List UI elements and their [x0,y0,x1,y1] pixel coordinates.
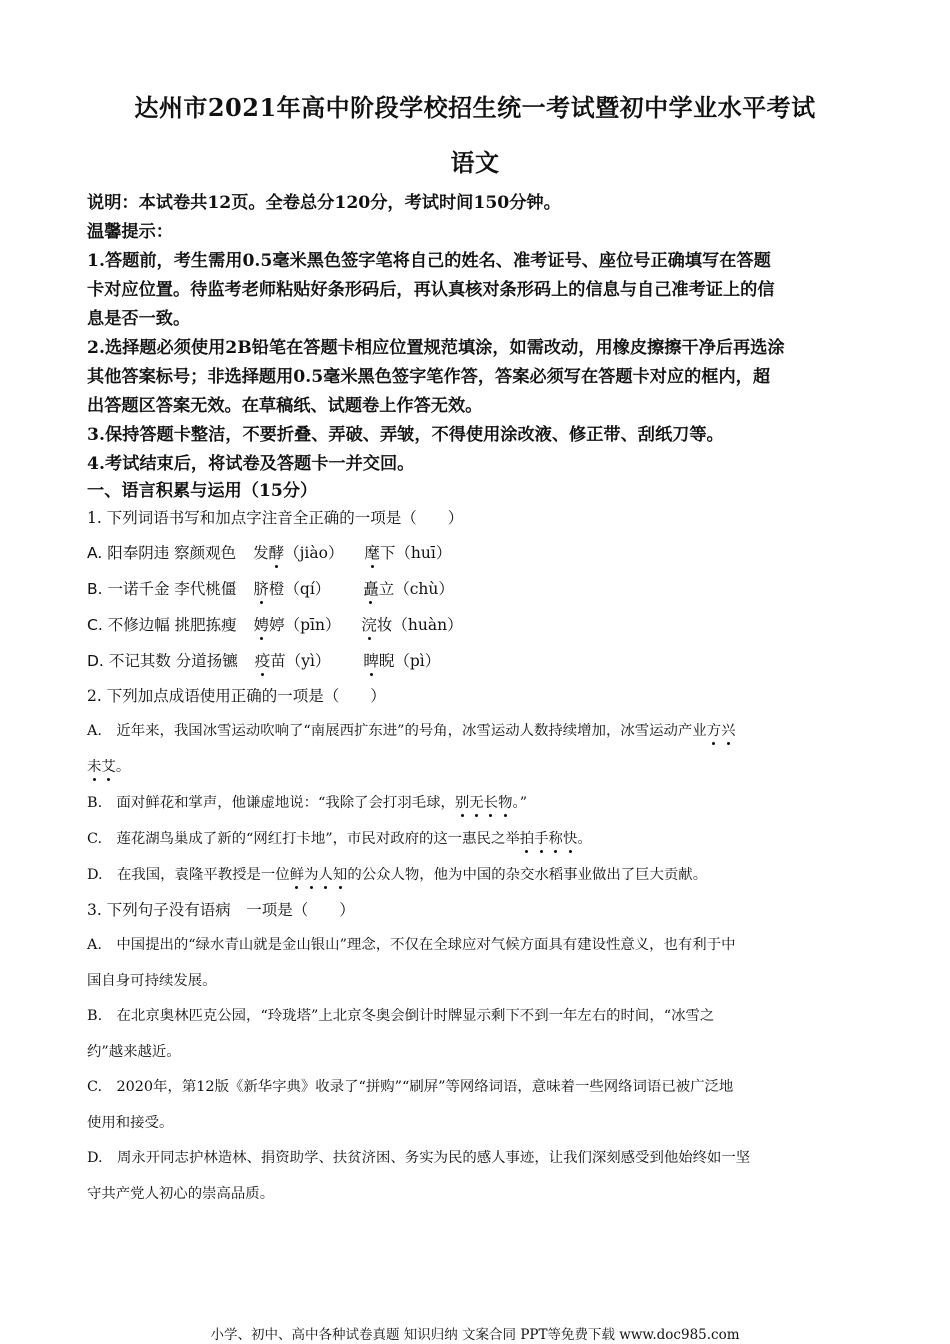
q3-line: 守共产党人初心的崇高品质。 [87,1186,275,1202]
word1-rest: 苗（yì） [270,652,331,670]
tip4: 4.考试结束后，将试卷及答题卡一并交回。 [87,454,415,474]
dotted-char: 娉 [254,613,270,635]
dotted-char: 手 [534,827,548,848]
dotted-char: 脐 [253,577,269,599]
tips-heading: 温馨提示： [87,222,173,242]
q2-option-c [87,827,592,848]
q3-line: D. 周永开同志护林造林、捐资助学、扶贫济困、务实为民的感人事迹，让我们深刻感受到他始终如一坚 [87,1150,751,1166]
q2-stem: 2. 下列加点成语使用正确的一项是（ ） [87,687,386,705]
dotted-idiom [520,831,578,847]
word1-pre: 发 [253,544,269,562]
dotted-char: 艾 [101,755,115,776]
word1-rest: 橙（qí） [268,580,331,598]
option-words: 不修边幅 挑肥拣瘦 [107,616,237,634]
word2-rest: 睨（pì） [378,652,441,670]
page-footer: 小学、初中、高中各种试卷真题 知识归纳 文案合同 PPT等免费下载 www.doc985.com [210,1327,740,1343]
word1-rest: （jiào） [284,544,344,562]
option-label: B. [87,580,103,598]
q2-a-text: A. 近年来，我国冰雪运动吹响了“南展西扩东进”的号角，冰雪运动人数持续增加，冰雪运动产业 [87,723,707,739]
section1-heading: 一、语言积累与运用（15分） [87,481,318,501]
dotted-char: 方 [707,719,721,740]
option-words: 不记其数 分道扬镳 [108,652,238,670]
tip1-line1: 1.答题前，考生需用0.5毫米黑色签字笔将自己的姓名、准考证号、座位号正确填写在答题 [87,251,771,271]
dotted-idiom [87,759,116,775]
tip1-line2: 卡对应位置。待监考老师粘贴好条形码后，再认真核对条形码上的信息与自己准考证上的信 [87,280,775,300]
q2-a-end: 。 [115,759,131,775]
q3-stem: 3. 下列句子没有语病 一项是（ ） [87,901,355,919]
word2-rest: 立（chù） [378,580,454,598]
dotted-char: 称 [549,827,563,848]
dotted-char: 浣 [361,613,377,635]
dotted-char: 知 [333,863,347,884]
option-words: 一诺千金 李代桃僵 [107,580,237,598]
exam-description: 说明：本试卷共12页。全卷总分120分，考试时间150分钟。 [87,193,561,213]
word2-rest: 妆（huàn） [376,616,463,634]
tip1-line3: 息是否一致。 [87,309,191,329]
q1-stem: 1. 下列词语书写和加点字注音全正确的一项是（ ） [87,509,464,527]
option-label: A. [87,544,103,562]
dotted-char: 睥 [363,649,379,671]
dotted-char: 快 [563,827,577,848]
dotted-char: 拍 [520,827,534,848]
dotted-char: 为 [304,863,318,884]
subject-title: 语文 [450,148,500,177]
option-label: C. [87,616,103,634]
q2-option-a-line2 [87,755,130,776]
q1-option-d [87,649,440,671]
option-words: 阳奉阴违 察颜观色 [107,544,237,562]
dotted-char: 长 [484,791,498,812]
q3-line: 使用和接受。 [87,1115,174,1131]
word1-rest: 婷（pīn） [269,616,341,634]
option-label: D. [87,652,104,670]
word2-rest: 下（huī） [379,544,452,562]
q2-option-a-line1 [87,719,736,740]
q3-line: A. 中国提出的“绿水青山就是金山银山”理念，不仅在全球应对气候方面具有建设性意义，也有利于中 [87,937,736,953]
q1-option-a [87,541,451,563]
q2-b-post: 。” [512,795,528,811]
q3-line: C. 2020年，第12版《新华字典》收录了“拼购”“刷屏”等网络词语，意味着一些网络词语已被广泛地 [87,1079,734,1095]
dotted-idiom [455,795,513,811]
dotted-char: 无 [469,791,483,812]
dotted-char: 疫 [255,649,271,671]
q2-c-post: 。 [577,831,592,847]
q2-d-pre: D. 在我国，袁隆平教授是一位 [87,867,290,883]
dotted-char: 物 [498,791,512,812]
tip2-line2: 其他答案标号；非选择题用0.5毫米黑色签字笔作答，答案必须写在答题卡对应的框内，超 [87,367,771,387]
q2-d-post: 的公众人物，他为中国的杂交水稻事业做出了巨大贡献。 [347,867,708,883]
dotted-char: 未 [87,755,101,776]
q1-option-c [87,613,463,635]
exam-title: 达州市2021年高中阶段学校招生统一考试暨初中学业水平考试 [134,93,816,122]
q3-line: 约”越来越近。 [87,1044,181,1060]
tip3: 3.保持答题卡整洁，不要折叠、弄破、弄皱，不得使用涂改液、修正带、刮纸刀等。 [87,425,724,445]
q3-line: B. 在北京奥林匹克公园，“玲珑塔”上北京冬奥会倒计时牌显示剩下不到一年左右的时间，“冰雪之 [87,1008,715,1024]
dotted-char: 麾 [364,541,380,563]
dotted-char: 别 [455,791,469,812]
dotted-char: 矗 [363,577,379,599]
q2-option-b [87,791,527,812]
dotted-idiom [707,723,736,739]
q2-option-d [87,863,707,884]
dotted-char: 人 [319,863,333,884]
dotted-char: 酵 [269,541,285,563]
q2-c-pre: C. 莲花湖鸟巢成了新的“网红打卡地”，市民对政府的这一惠民之举 [87,831,520,847]
q1-option-b [87,577,454,599]
dotted-char: 兴 [721,719,735,740]
dotted-char: 鲜 [290,863,304,884]
q3-line: 国自身可持续发展。 [87,973,217,989]
q2-b-pre: B. 面对鲜花和掌声，他谦虚地说：“我除了会打羽毛球， [87,795,455,811]
dotted-idiom [290,867,348,883]
tip2-line3: 出答题区答案无效。在草稿纸、试题卷上作答无效。 [87,396,483,416]
tip2-line1: 2.选择题必须使用2B铅笔在答题卡相应位置规范填涂，如需改动，用橡皮擦擦干净后再选涂 [87,338,785,358]
